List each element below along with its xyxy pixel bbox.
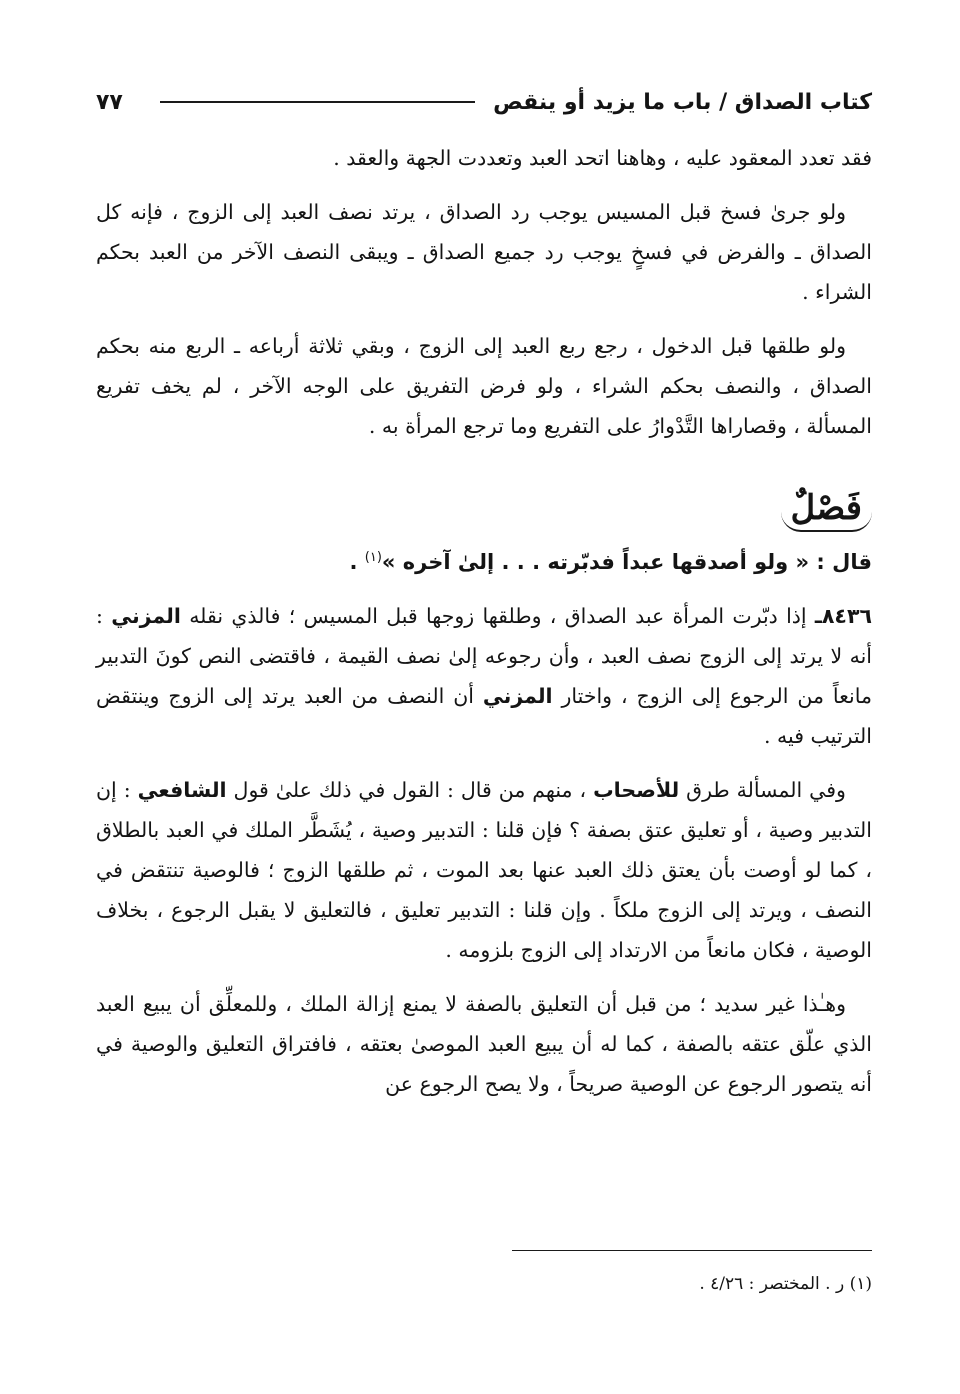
section-heading-fasl: فَصْلٌ	[781, 486, 873, 532]
issue-text-c: أن النصف من العبد يرتد إلى الزوج وينتقض الترتيب فيه .	[96, 684, 872, 748]
ashab-text-c: : إن التدبير وصية ، أو تعليق عتق بصفة ؟ فإن قلنا : التدبير وصية ، يُشَطَّر الملك في العبد بالطلاق ، كما لو أوصت بأن يعتق ذلك العبد عنها بعد الموت ، ثم طلقها الزوج ؛ فالوصية تنتقض في النصف ، ويرتد إلى الزوج ملكاً . وإن قلنا : التدبير تعليق ، فالتعليق لا يقبل الرجوع ، بخلاف الوصية ، فكان مانعاً من الارتداد إلى الزوج بلزومه .	[96, 778, 872, 962]
name-ashab: للأصحاب	[593, 778, 680, 802]
name-muzani-2: المزني	[482, 684, 553, 708]
footnote-rule	[512, 1250, 872, 1251]
footnote-text: ر . المختصر : ٤/٢٦ .	[699, 1274, 845, 1294]
paragraph-continuation: فقد تعدد المعقود عليه ، وهاهنا اتحد العبد وتعددت الجهة والعقد .	[333, 146, 872, 170]
paragraph-issue-8436	[96, 596, 872, 756]
ashab-text-b: ، منهم من قال : القول في ذلك علىٰ قول	[233, 778, 587, 802]
quote-label: قال :	[816, 550, 872, 574]
paragraph-sadid: وهـٰذا غير سديد ؛ من قبل أن التعليق بالصفة لا يمنع إزالة الملك ، وللمعلِّق أن يبيع العبد الذي علّق عتقه بالصفة ، كما له أن يبيع العبد الموصىٰ بعتقه ، فافتراق التعليق والوصية في أنه يتصور الرجوع عن الوصية صريحاً ، ولا يصح الرجوع عن	[96, 992, 872, 1096]
issue-number: ٨٤٣٦ـ	[814, 604, 872, 628]
issue-text-a: إذا دبّرت المرأة عبد الصداق ، وطلقها زوجها قبل المسيس ؛ فالذي نقله	[189, 604, 807, 628]
footnote-number: (١)	[849, 1274, 872, 1294]
paragraph-ashab	[96, 770, 872, 970]
page-number: ٧٧	[96, 89, 123, 115]
paragraph-faskh: ولو جرىٰ فسخ قبل المسيس يوجب رد الصداق ، يرتد نصف العبد إلى الزوج ، فإنه كل الصداق ـ والفرض في فسخٍ يوجب رد جميع الصداق ـ ويبقى النصف الآخر من العبد بحكم الشراء .	[96, 200, 872, 304]
running-title: كتاب الصداق / باب ما يزيد أو ينقص	[493, 89, 872, 115]
main-text	[96, 138, 872, 1118]
name-muzani: المزني	[111, 604, 181, 628]
section-quote	[96, 538, 872, 582]
header-rule	[160, 101, 475, 103]
issue-text-b: : أنه لا يرتد إلى الزوج نصف العبد ، وأن رجوعه إلىٰ نصف القيمة ، فاقتضى النص كونَ التدبير مانعاً من الرجوع إلى الزوج ، واختار	[96, 604, 872, 708]
ashab-text-a: وفي المسألة طرق	[686, 778, 846, 802]
running-header	[96, 80, 872, 124]
footnote-ref: (١)	[364, 550, 382, 565]
book-page	[96, 80, 872, 1320]
quote-text: « ولو أصدقها عبداً فدبّرته . . . إلىٰ آخره »	[381, 550, 810, 574]
section-ornament	[96, 486, 872, 532]
footnote	[96, 1270, 872, 1298]
quote-end: .	[349, 550, 358, 574]
name-shafii: الشافعي	[137, 778, 227, 802]
paragraph-talaq: ولو طلقها قبل الدخول ، رجع ربع العبد إلى الزوج ، وبقي ثلاثة أرباعه ـ الربع منه بحكم الصداق ، والنصف بحكم الشراء ، ولو فرض التفريق على الوجه الآخر ، لم يخف تفريع المسألة ، وقصاراها التَّدْوارُ على التفريع وما ترجع المرأة به .	[96, 334, 872, 438]
